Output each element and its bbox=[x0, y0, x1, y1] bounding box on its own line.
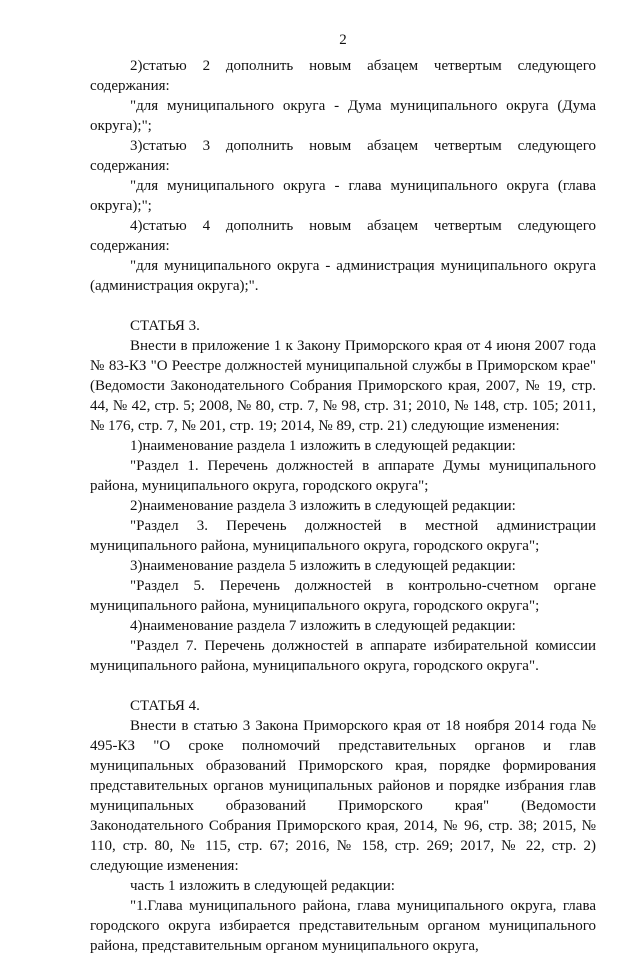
paragraph: 2)наименование раздела 3 изложить в следующей редакции: bbox=[130, 498, 516, 514]
paragraph: "1.Глава муниципального района, глава муниципального округа, глава городского округа избирается представительным органом муниципального района, представительным органом муниципального округа, bbox=[90, 898, 596, 954]
paragraph: 4)статью 4 дополнить новым абзацем четвертым следующего содержания: bbox=[90, 218, 596, 254]
paragraph: "для муниципального округа - глава муниципального округа (глава округа);"; bbox=[90, 178, 596, 214]
section-heading: СТАТЬЯ 3. bbox=[130, 318, 200, 334]
paragraph: Внести в приложение 1 к Закону Приморского края от 4 июня 2007 года № 83-КЗ "О Реестре должностей муниципальной службы в Приморском крае" (Ведомости Законодательного Собрания Приморского края, 2007, № 19, стр. 44, № 42, стр. 5; 2008, № 80, стр. 7, № 98, стр. 31; 2010, № 148, стр. 105; 2011, № 176, стр. 7, № 201, стр. 19; 2014, № 89, стр. 21) следующие изменения: bbox=[90, 338, 596, 434]
paragraph: 1)наименование раздела 1 изложить в следующей редакции: bbox=[130, 438, 516, 454]
paragraph: Внести в статью 3 Закона Приморского края от 18 ноября 2014 года № 495-КЗ "О сроке полномочий представительных органов и глав муниципальных образований Приморского края, порядке формирования представительных органов муниципальных районов и порядке избрания глав муниципальных образований Приморского края" (Ведомости Законодательного Собрания Приморского края, 2014, № 96, стр. 38; 2015, № 110, стр. 80, № 115, стр. 67; 2016, № 158, стр. 269; 2017, № 22, стр. 2) следующие изменения: bbox=[90, 718, 596, 874]
paragraph: 3)наименование раздела 5 изложить в следующей редакции: bbox=[130, 558, 516, 574]
paragraph: 2)статью 2 дополнить новым абзацем четвертым следующего содержания: bbox=[90, 58, 596, 94]
document-body bbox=[90, 56, 596, 956]
paragraph: часть 1 изложить в следующей редакции: bbox=[130, 878, 395, 894]
paragraph: "Раздел 1. Перечень должностей в аппарате Думы муниципального района, муниципального округа, городского округа"; bbox=[90, 458, 596, 494]
paragraph: "Раздел 3. Перечень должностей в местной администрации муниципального района, муниципального округа, городского округа"; bbox=[90, 518, 596, 554]
paragraph: 4)наименование раздела 7 изложить в следующей редакции: bbox=[130, 618, 516, 634]
paragraph: "для муниципального округа - Дума муниципального округа (Дума округа);"; bbox=[90, 98, 596, 134]
paragraph: "для муниципального округа - администрация муниципального округа (администрация округа);". bbox=[90, 258, 596, 294]
document-page bbox=[90, 30, 596, 956]
section-heading: СТАТЬЯ 4. bbox=[130, 698, 200, 714]
paragraph: 3)статью 3 дополнить новым абзацем четвертым следующего содержания: bbox=[90, 138, 596, 174]
paragraph: "Раздел 7. Перечень должностей в аппарате избирательной комиссии муниципального района, муниципального округа, городского округа". bbox=[90, 638, 596, 674]
paragraph: "Раздел 5. Перечень должностей в контрольно-счетном органе муниципального района, муниципального округа, городского округа"; bbox=[90, 578, 596, 614]
page-number: 2 bbox=[339, 32, 347, 48]
